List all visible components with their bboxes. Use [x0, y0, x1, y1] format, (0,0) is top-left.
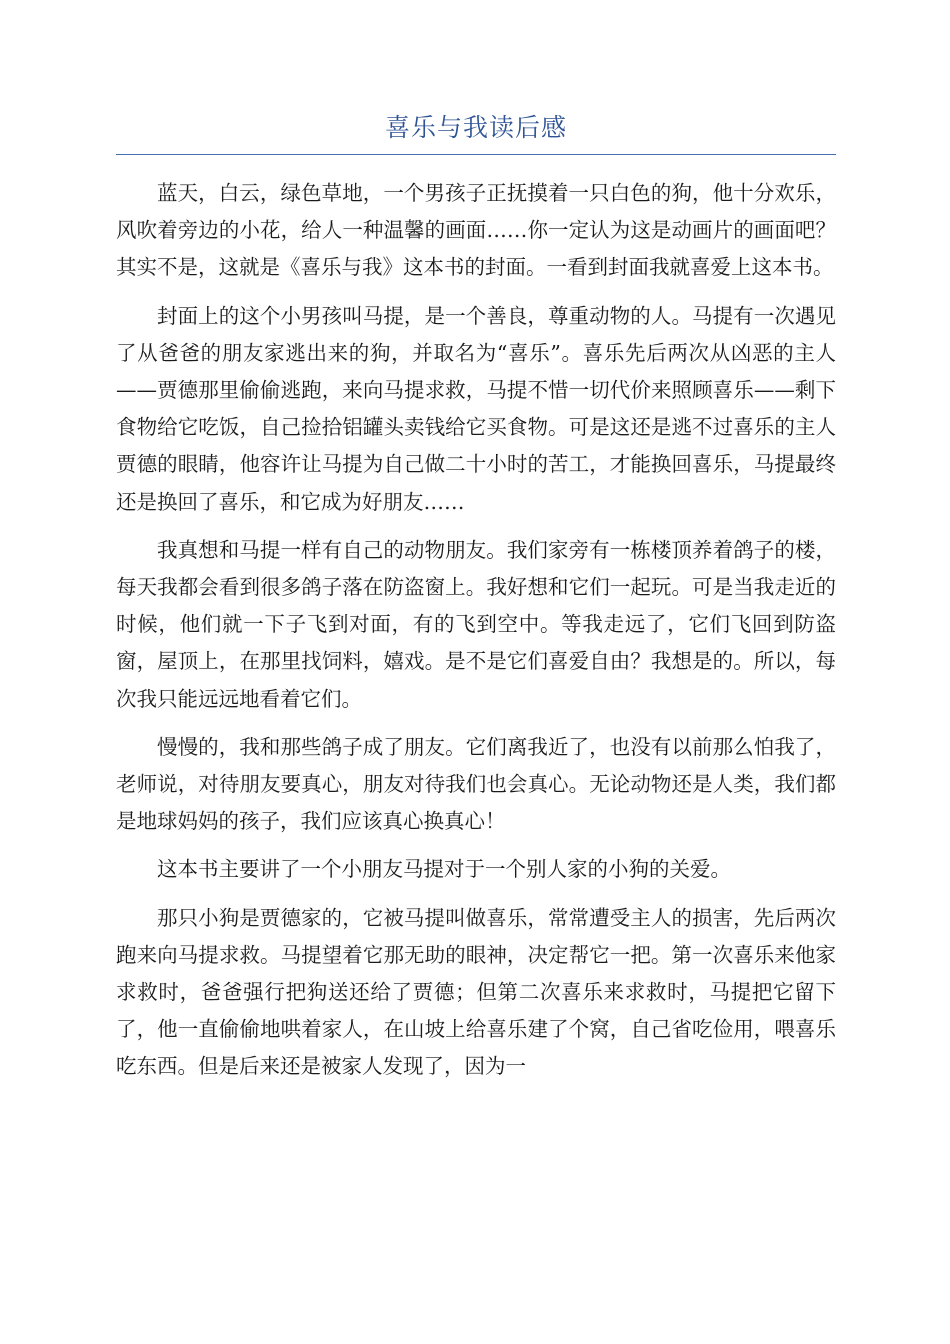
paragraph-5: 这本书主要讲了一个小朋友马提对于一个别人家的小狗的关爱。	[157, 857, 731, 882]
paragraph-3: 我真想和马提一样有自己的动物朋友。我们家旁有一栋楼顶养着鸽子的楼，每天我都会看到很多鸽子落在防盗窗上。我好想和它们一起玩。可是当我走近的时候，他们就一下子飞到对面，有的飞到空中。等我走远了，它们飞回到防盗窗，屋顶上，在那里找饲料，嬉戏。是不是它们喜爱自由？我想是的。所以，每次我只能远远地看着它们。	[116, 537, 836, 711]
paragraph-2: 封面上的这个小男孩叫马提，是一个善良，尊重动物的人。马提有一次遇见了从爸爸的朋友家逃出来的狗，并取名为“喜乐”。喜乐先后两次从凶恶的主人——贾德那里偷偷逃跑，来向马提求救，马提不惜一切代价来照顾喜乐——剩下食物给它吃饭，自己捡拾铝罐头卖钱给它买食物。可是这还是逃不过喜乐的主人贾德的眼睛，他容许让马提为自己做二十小时的苦工，才能换回喜乐，马提最终还是换回了喜乐，和它成为好朋友……	[116, 303, 836, 514]
paragraph-4: 慢慢的，我和那些鸽子成了朋友。它们离我近了，也没有以前那么怕我了，老师说，对待朋友要真心，朋友对待我们也会真心。无论动物还是人类，我们都是地球妈妈的孩子，我们应该真心换真心！	[116, 734, 836, 834]
paragraph-1: 蓝天，白云，绿色草地，一个男孩子正抚摸着一只白色的狗，他十分欢乐，风吹着旁边的小花，给人一种温馨的画面……你一定认为这是动画片的画面吧？其实不是，这就是《喜乐与我》这本书的封面。一看到封面我就喜爱上这本书。	[116, 181, 836, 280]
document-page	[116, 108, 836, 1097]
paragraph-6: 那只小狗是贾德家的，它被马提叫做喜乐，常常遭受主人的损害，先后两次跑来向马提求救。马提望着它那无助的眼神，决定帮它一把。第一次喜乐来他家求救时，爸爸强行把狗送还给了贾德；但第二次喜乐来求救时，马提把它留下了，他一直偷偷地哄着家人，在山坡上给喜乐建了个窝，自己省吃俭用，喂喜乐吃东西。但是后来还是被家人发现了，因为一	[116, 905, 836, 1079]
document-body	[116, 175, 836, 1086]
document-title: 喜乐与我读后感	[116, 108, 836, 155]
